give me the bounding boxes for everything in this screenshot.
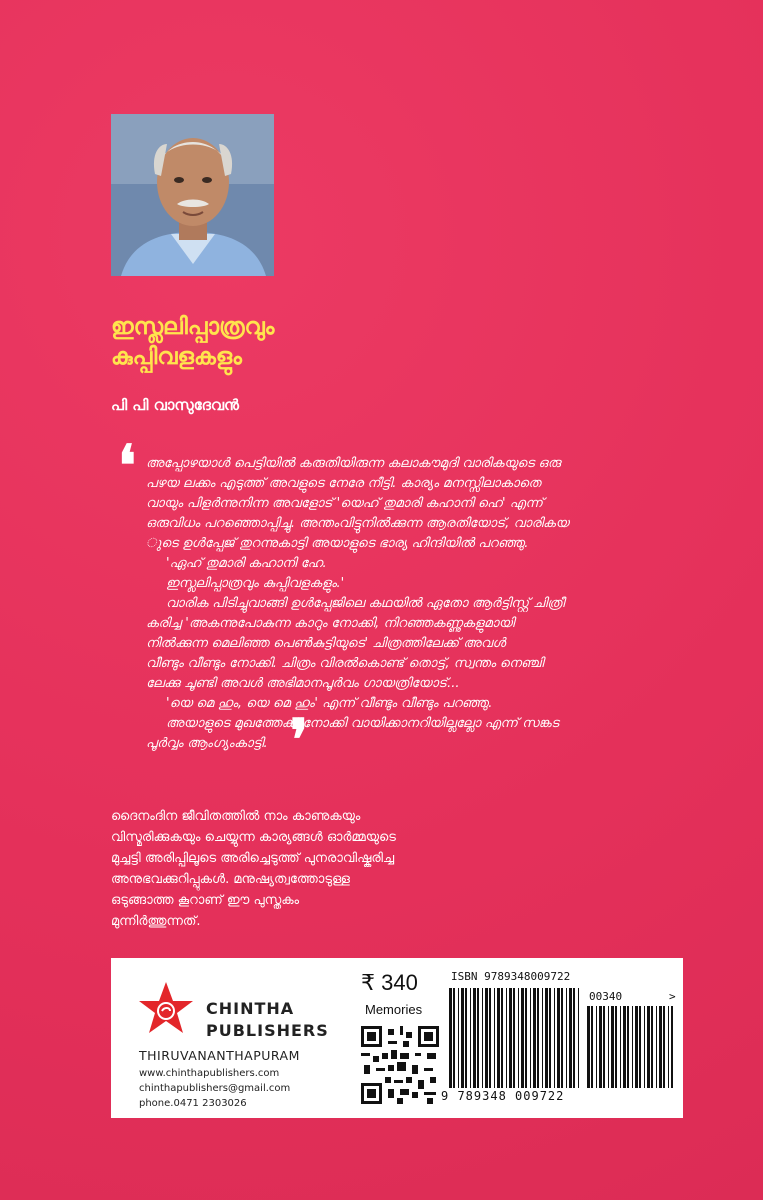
blurb-line: മുച്ചട്ടി അരിപ്പിലൂടെ അരിച്ചെടുത്ത് പുനരാവിഷ്കരിച്ച [111,851,395,866]
barcode-bar [513,988,515,1088]
barcode-bar [545,988,548,1088]
blurb-line: അനുഭവക്കുറിപ്പുകൾ. മനുഷ്യത്വത്തോടുള്ള [111,872,350,887]
barcode-bar [668,1006,669,1088]
barcode-bar [573,988,575,1088]
book-category: Memories [365,1002,423,1017]
isbn-human-readable: 9 789348 009722 [441,1089,565,1103]
author-portrait-image [111,114,274,276]
author-photo [111,114,274,276]
addon-arrow: > [669,990,676,1003]
publisher-city: THIRUVANANTHAPURAM [139,1048,300,1063]
barcode-bar [591,1006,593,1088]
barcode-bar [465,988,467,1088]
barcode-bar [557,988,560,1088]
excerpt-text [146,454,656,754]
excerpt-line: 'ഏഹ് തുമാരി കഹാനി ഹേ. [166,556,327,571]
open-quote-icon: ❛ [118,433,137,499]
isbn-label: ISBN 9789348009722 [451,970,571,983]
addon-barcode-icon [587,1006,673,1088]
barcode-bar [482,988,483,1088]
barcode-bar [470,988,471,1088]
barcode-bar [599,1006,602,1088]
barcode-bar [530,988,531,1088]
barcode-bar [659,1006,662,1088]
barcode-bar [497,988,500,1088]
publisher-info-box [111,958,683,1118]
qr-code-icon [361,1026,439,1104]
barcode-bar [533,988,536,1088]
book-blurb [111,806,581,932]
book-title [111,312,531,372]
publisher-phone: phone.0471 2303026 [139,1098,247,1109]
excerpt-line: വീണ്ടും വീണ്ടും നോക്കി. ചിത്രം വിരൽകൊണ്ട് തൊട്ട്, സ്വന്തം നെഞ്ചി [146,656,544,671]
excerpt-line: ഇസ്ലലിപ്പാത്രവും കുപ്പിവളകളും.' [166,576,345,591]
barcode-bar [489,988,491,1088]
publisher-contact [139,1066,290,1111]
excerpt-line: കരിച്ച 'അകന്നുപോകുന്ന കാറും നോക്കി, നിറഞ്ഞകണ്ണുകളുമായി [146,616,515,631]
barcode-bar [554,988,555,1088]
blurb-line: മുന്നിർത്തുന്നത്. [111,914,201,929]
excerpt-line: പൂർവ്വം ആംഗ്യംകാട്ടി. [146,736,268,751]
excerpt-line: അയാളുടെ മുഖത്തേക്ക് നോക്കി വായിക്കാനറിയില്ലല്ലോ എന്ന് സങ്കട [166,716,559,731]
publisher-website: www.chinthapublishers.com [139,1068,280,1079]
excerpt-line: ുടെ ഉൾപ്പേജ് തുറന്നുകാട്ടി അയാളുടെ ഭാര്യ ഹിന്ദിയിൽ പറഞ്ഞു. [146,536,529,551]
barcode-bar [549,988,551,1088]
author-name: പി പി വാസുദേവൻ [111,396,239,414]
barcode-bar [578,988,579,1088]
barcode-bar [596,1006,597,1088]
barcode-bar [644,1006,645,1088]
excerpt-line: പഴയ ലക്കം എടുത്ത് അവളുടെ നേരേ നീട്ടി. കാര്യം മനസ്സിലാകാതെ [146,476,541,491]
barcode-bar [615,1006,617,1088]
barcode-bar [566,988,567,1088]
blurb-line: ദൈനംദിന ജീവിതത്തിൽ നാം കാണുകയും [111,809,361,824]
barcode-bar [656,1006,657,1088]
barcode-bar [635,1006,638,1088]
barcode-bar [461,988,464,1088]
barcode-bar [518,988,519,1088]
barcode-bar [627,1006,629,1088]
excerpt-line: 'യെ മെ ഹും, യെ മെ ഹും' എന്ന് വീണ്ടും വീണ്ടും പറഞ്ഞു. [166,696,493,711]
barcode-bar [587,1006,590,1088]
barcode-bar [632,1006,633,1088]
barcode-bar [611,1006,614,1088]
publisher-name [206,998,329,1042]
barcode-bar [477,988,479,1088]
barcode-bar [603,1006,605,1088]
barcode-bar [651,1006,653,1088]
barcode-bar [473,988,476,1088]
publisher-name-line-1: CHINTHA [206,999,295,1018]
addon-price-code: 00340 [589,990,623,1003]
excerpt-line: ലേക്കു ചൂണ്ടി അവൾ അഭിമാനപൂർവം ഗായത്രിയോട്... [146,676,460,691]
excerpt-line: ഒരുവിധം പറഞ്ഞൊപ്പിച്ചു. അന്തംവിട്ടുനിൽക്കുന്ന ആരതിയോട്, വാരികയ [146,516,569,531]
isbn-barcode-icon [449,988,581,1088]
barcode-bar [569,988,572,1088]
barcode-bar [671,1006,673,1088]
barcode-bar [620,1006,621,1088]
barcode-bar [485,988,488,1088]
barcode-bar [509,988,512,1088]
book-title-line-1: ഇസ്ലലിപ്പാത്രവും [111,314,275,340]
barcode-bar [639,1006,641,1088]
barcode-bar [494,988,495,1088]
barcode-bar [542,988,543,1088]
barcode-bar [501,988,503,1088]
excerpt-line: വാരിക പിടിച്ചുവാങ്ങി ഉൾപ്പേജിലെ കഥയിൽ ഏതോ ആർട്ടിസ്റ്റ് ചിത്രീ [166,596,565,611]
book-title-line-2: കുപ്പിവളകളും [111,344,242,370]
barcode-bar [623,1006,626,1088]
barcode-bar [663,1006,665,1088]
barcode-bar [453,988,455,1088]
barcode-bar [525,988,527,1088]
blurb-line: ഒടുങ്ങാത്ത കൂറാണ് ഈ പുസ്തകം [111,893,300,908]
book-price: ₹ 340 [361,970,418,995]
publisher-name-line-2: PUBLISHERS [206,1021,329,1040]
barcode-bar [647,1006,650,1088]
blurb-line: വിസ്മരിക്കുകയും ചെയ്യുന്ന കാര്യങ്ങൾ ഓർമ്മയുടെ [111,830,396,845]
barcode-bar [506,988,507,1088]
barcode-bar [521,988,524,1088]
barcode-bar [608,1006,609,1088]
excerpt-line: വായും പിളർന്നുനിന്ന അവളോട് 'യെഹ് തുമാരി കഹാനി ഹെ' എന്ന് [146,496,543,511]
chintha-star-logo-icon [137,980,195,1038]
excerpt-line: അപ്പോഴയാൾ പെട്ടിയിൽ കരുതിയിരുന്ന കലാകൗമുദി വാരികയുടെ ഒരു [146,456,561,471]
close-quote-icon: ❜ [290,707,309,773]
barcode-bar [561,988,563,1088]
excerpt-line: നിൽക്കുന്ന മെലിഞ്ഞ പെൺകുട്ടിയുടെ' ചിത്രത്തിലേക്ക് അവൾ [146,636,506,651]
barcode-bar [458,988,459,1088]
barcode-bar [449,988,452,1088]
publisher-email: chinthapublishers@gmail.com [139,1083,291,1094]
barcode-bar [537,988,539,1088]
